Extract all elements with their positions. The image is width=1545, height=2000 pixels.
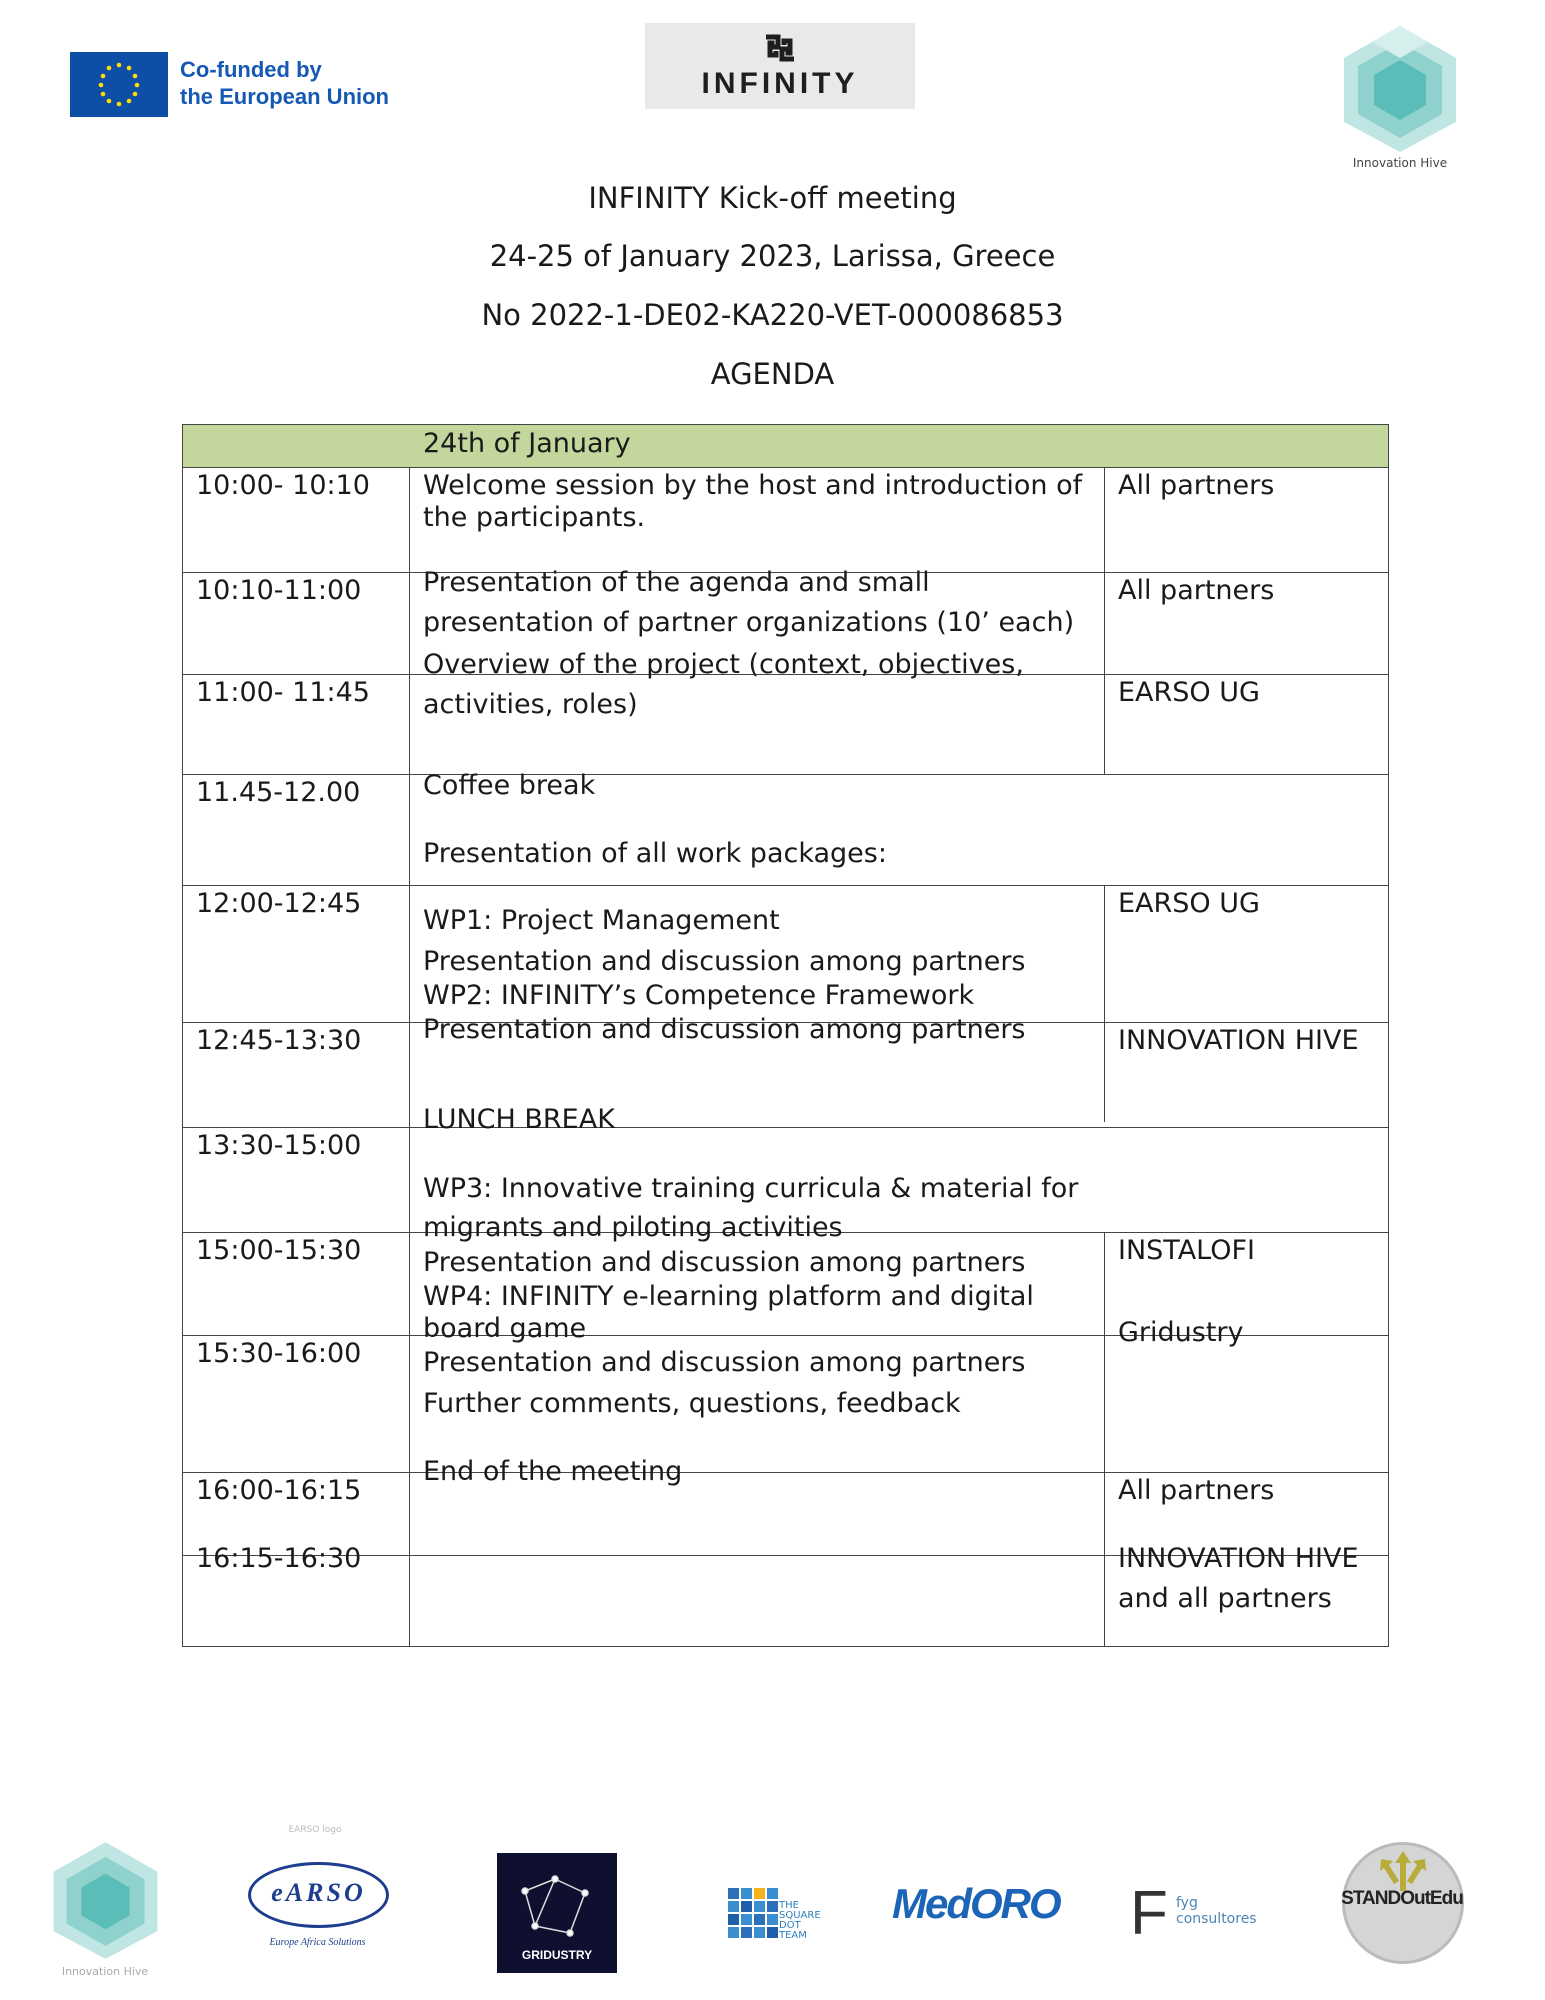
activity-line: WP3: Innovative training curricula & material for: [423, 1173, 1079, 1204]
activity-line: Presentation of the agenda and small: [423, 567, 930, 598]
responsible-cell: Gridustry: [1118, 1317, 1244, 1348]
square-dot-line: TEAM: [779, 1930, 807, 1941]
table-col-line: [182, 424, 183, 1647]
time-cell: 11.45-12.00: [196, 777, 361, 808]
responsible-cell: EARSO UG: [1118, 888, 1260, 919]
responsible-cell: INNOVATION HIVE: [1118, 1025, 1359, 1056]
innovation-hive-bottom-logo-icon: [48, 1838, 163, 1963]
square-dot-line: SQUARE: [779, 1910, 821, 1921]
responsible-cell: INNOVATION HIVE: [1118, 1543, 1359, 1574]
activity-line: WP2: INFINITY’s Competence Framework: [423, 980, 975, 1011]
gridustry-wordmark: GRIDUSTRY: [521, 1948, 593, 1962]
time-cell: 15:30-16:00: [196, 1338, 362, 1369]
responsible-cell: and all partners: [1118, 1583, 1332, 1614]
activity-line: Presentation and discussion among partners: [423, 1347, 1026, 1378]
earso-wordmark: eARSO: [271, 1878, 366, 1907]
activity-line: End of the meeting: [423, 1456, 683, 1487]
activity-line: Presentation and discussion among partners: [423, 1247, 1026, 1278]
hive-bottom-caption: Innovation Hive: [61, 1965, 149, 1978]
eu-stars-icon: [70, 52, 168, 117]
table-row-line: [182, 1127, 1389, 1128]
responsible-cell: EARSO UG: [1118, 677, 1260, 708]
eu-line-1: Co-funded by: [180, 57, 322, 82]
activity-line: LUNCH BREAK: [423, 1104, 615, 1135]
eu-flag-logo: [70, 52, 168, 117]
responsible-cell: All partners: [1118, 470, 1275, 501]
activity-line: Welcome session by the host and introduction of: [423, 470, 1083, 501]
activity-line: Presentation of all work packages:: [423, 838, 887, 869]
square-dot-grid-icon: [728, 1888, 778, 1938]
table-row-line: [182, 424, 1389, 425]
hive-top-caption: Innovation Hive: [1352, 156, 1448, 170]
time-cell: 10:00- 10:10: [196, 470, 370, 501]
table-row-line: [182, 467, 1389, 468]
time-cell: 16:15-16:30: [196, 1543, 362, 1574]
time-cell: 16:00-16:15: [196, 1475, 362, 1506]
activity-line: migrants and piloting activities: [423, 1212, 843, 1243]
time-cell: 11:00- 11:45: [196, 677, 370, 708]
activity-line: Coffee break: [423, 770, 596, 801]
standout-wordmark: STANDOutEdu: [1341, 1888, 1463, 1909]
activity-line: Presentation and discussion among partners: [423, 1014, 1026, 1045]
table-row-line: [182, 1646, 1389, 1647]
table-row-line: [182, 885, 1389, 886]
agenda-heading: AGENDA: [710, 357, 835, 391]
table-col-line: [1388, 424, 1389, 1647]
meeting-date-place: 24-25 of January 2023, Larissa, Greece: [489, 239, 1056, 273]
eu-line-2: the European Union: [180, 84, 389, 109]
innovation-hive-logo-icon: [1338, 24, 1462, 154]
time-cell: 12:00-12:45: [196, 888, 362, 919]
activity-line: Overview of the project (context, objectives,: [423, 649, 1024, 680]
activity-line: activities, roles): [423, 689, 638, 720]
agenda-table: [182, 424, 1389, 1647]
square-dot-text: [779, 1901, 821, 1941]
fyg-line: consultores: [1176, 1911, 1257, 1927]
responsible-cell: All partners: [1118, 1475, 1275, 1506]
responsible-cell: INSTALOFI: [1118, 1235, 1255, 1266]
medoro-wordmark: MedORO: [892, 1880, 1060, 1927]
network-icon: [515, 1871, 599, 1941]
fyg-line: fyg: [1176, 1895, 1198, 1911]
activity-line: WP4: INFINITY e-learning platform and digital: [423, 1281, 1034, 1312]
infinity-mark-icon: [760, 31, 800, 65]
earso-subtitle: Europe Africa Solutions: [269, 1937, 366, 1948]
day-header-band: [182, 424, 1389, 467]
activity-line: board game: [423, 1313, 587, 1344]
responsible-cell: All partners: [1118, 575, 1275, 606]
time-cell: 15:00-15:30: [196, 1235, 362, 1266]
eu-cofunded-text: [180, 56, 389, 110]
activity-line: Presentation and discussion among partners: [423, 946, 1026, 977]
time-cell: 13:30-15:00: [196, 1130, 362, 1161]
day-label: 24th of January: [423, 428, 631, 459]
table-col-line: [1104, 1232, 1105, 1647]
table-col-line: [1104, 885, 1105, 1122]
infinity-wordmark: INFINITY: [701, 67, 859, 100]
activity-line: WP1: Project Management: [423, 905, 780, 936]
activity-line: the participants.: [423, 502, 646, 533]
table-col-line: [1104, 467, 1105, 774]
table-row-line: [182, 774, 1389, 775]
fyg-text: [1176, 1895, 1257, 1927]
time-cell: 10:10-11:00: [196, 575, 362, 606]
fyg-mark: F: [1130, 1879, 1168, 1948]
infinity-logo: [645, 23, 915, 109]
time-cell: 12:45-13:30: [196, 1025, 362, 1056]
activity-line: presentation of partner organizations (10’ each): [423, 607, 1075, 638]
project-number: No 2022-1-DE02-KA220-VET-000086853: [481, 298, 1064, 332]
meeting-title: INFINITY Kick-off meeting: [588, 181, 957, 215]
square-dot-line: THE: [779, 1900, 799, 1911]
earso-caption: EARSO logo: [288, 1825, 342, 1835]
activity-line: Further comments, questions, feedback: [423, 1388, 961, 1419]
table-col-line: [409, 467, 410, 1647]
table-row-line: [182, 1472, 1389, 1473]
square-dot-line: DOT: [779, 1920, 801, 1931]
arrows-icon: [1373, 1851, 1433, 1891]
